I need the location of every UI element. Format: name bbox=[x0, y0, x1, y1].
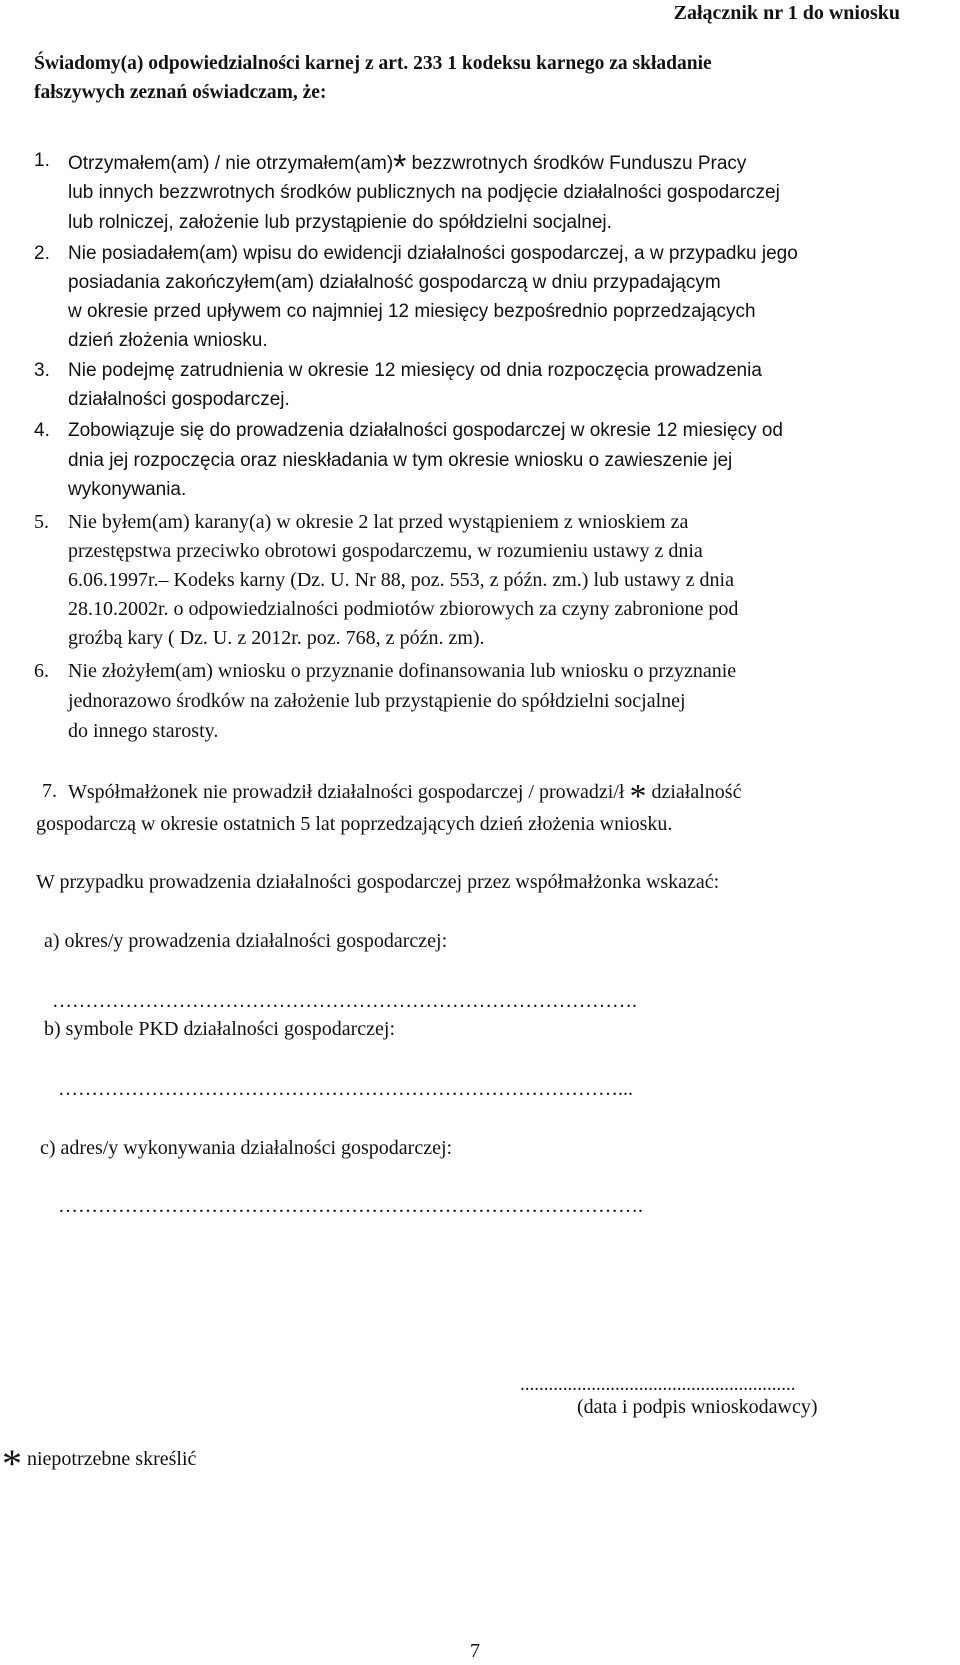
intro-line-2: fałszywych zeznań oświadczam, że: bbox=[34, 82, 327, 103]
intro-line-1: Świadomy(a) odpowiedzialności karnej z art. 233 1 kodeksu karnego za składanie bbox=[34, 53, 712, 74]
item-1-line-2: lub innych bezzwrotnych środków publicznych na podjęcie działalności gospodarczej bbox=[68, 182, 780, 203]
spouse-a-dots: ……………………………………………………………………………. bbox=[52, 990, 637, 1012]
item-7-text-a: Współmałżonek nie prowadził działalności gospodarczej / prowadzi/ł bbox=[68, 781, 630, 803]
item-2-line-4: dzień złożenia wniosku. bbox=[68, 330, 268, 351]
item-1-asterisk: * bbox=[393, 148, 407, 186]
footnote-text: niepotrzebne skreślić bbox=[27, 1448, 197, 1470]
item-7-asterisk: * bbox=[629, 778, 647, 815]
item-5-line-3: 6.06.1997r.– Kodeks karny (Dz. U. Nr 88, poz. 553, z późn. zm.) lub ustawy z dnia bbox=[68, 569, 734, 591]
item-1-text-b: bezzwrotnych środków Funduszu Pracy bbox=[406, 153, 747, 174]
signature-dots: .......................................................... bbox=[520, 1374, 796, 1395]
item-5-line-2: przestępstwa przeciwko obrotowi gospodarczemu, w rozumieniu ustawy z dnia bbox=[68, 540, 703, 562]
item-2-line-1: Nie posiadałem(am) wpisu do ewidencji działalności gospodarczej, a w przypadku jego bbox=[68, 243, 798, 264]
item-7-number: 7. bbox=[42, 780, 57, 802]
item-7-line-1 bbox=[68, 780, 741, 814]
item-3-line-1: Nie podejmę zatrudnienia w okresie 12 miesięcy od dnia rozpoczęcia prowadzenia bbox=[68, 360, 762, 381]
spouse-a-label: a) okres/y prowadzenia działalności gospodarczej: bbox=[44, 930, 448, 952]
item-1-line-3: lub rolniczej, założenie lub przystąpienie do spółdzielni socjalnej. bbox=[68, 212, 612, 233]
item-5-line-5: groźbą kary ( Dz. U. z 2012r. poz. 768, z późn. zm). bbox=[68, 627, 485, 649]
item-7-text-b: działalność bbox=[646, 781, 742, 803]
item-4-number: 4. bbox=[34, 420, 50, 441]
item-5-number: 5. bbox=[34, 511, 49, 533]
spouse-b-label: b) symbole PKD działalności gospodarczej: bbox=[44, 1018, 396, 1040]
footnote-asterisk: * bbox=[2, 1441, 22, 1486]
item-2-line-3: w okresie przed upływem co najmniej 12 miesięcy bezpośrednio poprzedzających bbox=[68, 301, 756, 322]
page-number: 7 bbox=[470, 1640, 480, 1662]
spouse-c-dots: ……………………………………………………………………………. bbox=[58, 1195, 643, 1217]
item-7-line-2: gospodarczą w okresie ostatnich 5 lat poprzedzających dzień złożenia wniosku. bbox=[36, 813, 673, 835]
signature-caption: (data i podpis wnioskodawcy) bbox=[577, 1396, 818, 1418]
footnote bbox=[2, 1441, 197, 1486]
item-2-line-2: posiadania zakończyłem(am) działalność gospodarczą w dniu przypadającym bbox=[68, 272, 721, 293]
item-6-number: 6. bbox=[34, 660, 49, 682]
spouse-c-label: c) adres/y wykonywania działalności gospodarczej: bbox=[40, 1137, 453, 1159]
item-1-number: 1. bbox=[34, 150, 50, 171]
item-5-line-4: 28.10.2002r. o odpowiedzialności podmiotów zbiorowych za czyny zabronione pod bbox=[68, 598, 739, 620]
item-3-number: 3. bbox=[34, 360, 50, 381]
item-6-line-1: Nie złożyłem(am) wniosku o przyznanie dofinansowania lub wniosku o przyznanie bbox=[68, 660, 737, 682]
item-4-line-2: dnia jej rozpoczęcia oraz nieskładania w tym okresie wniosku o zawieszenie jej bbox=[68, 450, 733, 471]
item-1-text-a: Otrzymałem(am) / nie otrzymałem(am) bbox=[68, 153, 394, 174]
item-2-number: 2. bbox=[34, 243, 50, 264]
item-4-line-1: Zobowiązuje się do prowadzenia działalności gospodarczej w okresie 12 miesięcy od bbox=[68, 420, 783, 441]
item-4-line-3: wykonywania. bbox=[68, 479, 187, 500]
item-3-line-2: działalności gospodarczej. bbox=[68, 389, 290, 410]
item-1-line-1 bbox=[68, 150, 746, 184]
spouse-b-dots: …………………………………………………………………………... bbox=[58, 1078, 633, 1100]
item-5-line-1: Nie byłem(am) karany(a) w okresie 2 lat przed wystąpieniem z wnioskiem za bbox=[68, 511, 689, 533]
annex-title: Załącznik nr 1 do wniosku bbox=[673, 2, 900, 24]
spouse-section-intro: W przypadku prowadzenia działalności gospodarczej przez współmałżonka wskazać: bbox=[36, 871, 720, 893]
item-6-line-2: jednorazowo środków na założenie lub przystąpienie do spółdzielni socjalnej bbox=[68, 690, 686, 712]
item-6-line-3: do innego starosty. bbox=[68, 720, 219, 742]
